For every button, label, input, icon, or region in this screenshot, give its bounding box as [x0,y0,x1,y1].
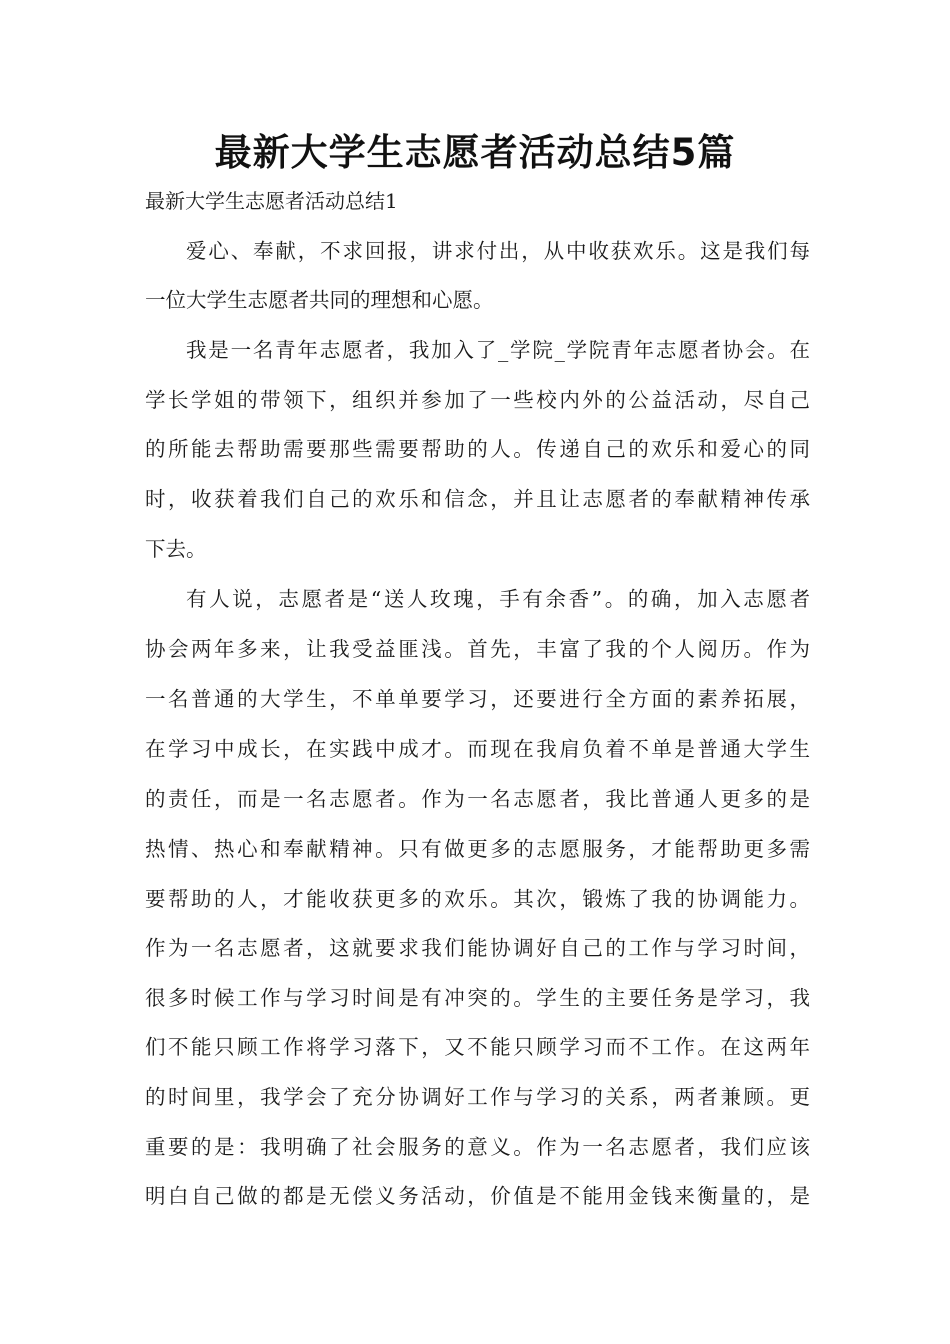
paragraph-line: 的责任，而是一名志愿者。作为一名志愿者，我比普通人更多的是 [145,787,810,811]
paragraph-line: 的时间里，我学会了充分协调好工作与学习的关系，两者兼顾。更 [145,1085,810,1109]
paragraph-line: 有人说，志愿者是“送人玫瑰，手有余香”。的确，加入志愿者 [186,587,810,611]
paragraph-line: 明白自己做的都是无偿义务活动，价值是不能用金钱来衡量的，是 [145,1184,810,1208]
paragraph-line: 一名普通的大学生，不单单要学习，还要进行全方面的素养拓展， [145,687,810,711]
paragraph-line: 热情、热心和奉献精神。只有做更多的志愿服务，才能帮助更多需 [145,837,810,861]
paragraph-line: 爱心、奉献，不求回报，讲求付出，从中收获欢乐。这是我们每 [186,239,810,263]
paragraph-line: 作为一名志愿者，这就要求我们能协调好自己的工作与学习时间， [145,936,810,960]
paragraph-line: 协会两年多来，让我受益匪浅。首先，丰富了我的个人阅历。作为 [145,637,810,661]
section-heading: 最新大学生志愿者活动总结1 [145,189,398,213]
paragraph-line: 的所能去帮助需要那些需要帮助的人。传递自己的欢乐和爱心的同 [145,437,810,461]
paragraph-line: 重要的是：我明确了社会服务的意义。作为一名志愿者，我们应该 [145,1135,810,1159]
paragraph-line: 们不能只顾工作将学习落下，又不能只顾学习而不工作。在这两年 [145,1035,810,1059]
paragraph-line: 下去。 [145,537,207,561]
document-title: 最新大学生志愿者活动总结5篇 [214,131,736,174]
paragraph-line: 很多时候工作与学习时间是有冲突的。学生的主要任务是学习，我 [145,986,810,1010]
paragraph-line: 时，收获着我们自己的欢乐和信念，并且让志愿者的奉献精神传承 [145,487,810,511]
paragraph-line: 我是一名青年志愿者，我加入了_学院_学院青年志愿者协会。在 [186,338,810,362]
paragraph-line: 一位大学生志愿者共同的理想和心愿。 [145,288,494,312]
paragraph-line: 在学习中成长，在实践中成才。而现在我肩负着不单是普通大学生 [145,737,810,761]
paragraph-line: 要帮助的人，才能收获更多的欢乐。其次，锻炼了我的协调能力。 [145,887,810,911]
paragraph-line: 学长学姐的带领下，组织并参加了一些校内外的公益活动，尽自己 [145,388,810,412]
